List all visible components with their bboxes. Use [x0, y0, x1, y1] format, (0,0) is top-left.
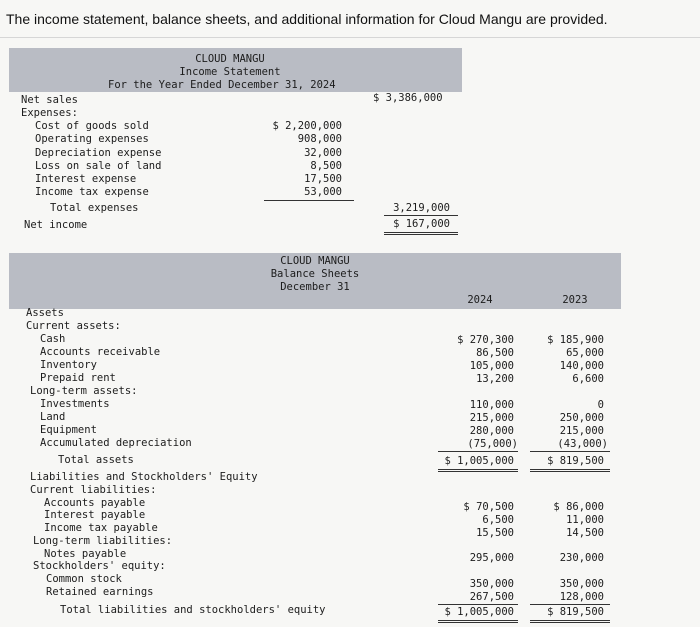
- asset-2024: (75,000): [467, 438, 518, 450]
- equity-2024: 350,000: [469, 578, 514, 590]
- total-assets-double-underline: [438, 469, 518, 470]
- bs-title: Balance Sheets: [270, 268, 360, 280]
- liability-2023: 14,500: [566, 527, 604, 539]
- total-le-double-underline: [530, 622, 610, 623]
- assets-label: Assets: [26, 307, 64, 319]
- total-assets-double-underline: [530, 469, 610, 470]
- net-sales-amount: $ 3,386,000: [373, 92, 443, 104]
- asset-2023: 65,000: [566, 347, 604, 359]
- equity-underline: [438, 604, 518, 605]
- asset-label: Inventory: [40, 359, 97, 371]
- expense-amount: 908,000: [297, 133, 342, 145]
- expense-label: Interest expense: [35, 173, 137, 185]
- is-company: CLOUD MANGU: [195, 53, 265, 65]
- liability-label: Interest payable: [44, 509, 146, 521]
- intro-text: The income statement, balance sheets, and additional information for Cloud Mangu are provided.: [6, 11, 608, 27]
- liability-2023: 230,000: [559, 552, 604, 564]
- liability-2023: $ 86,000: [553, 501, 604, 513]
- asset-label: Equipment: [40, 424, 97, 436]
- equity-2024: 267,500: [469, 591, 514, 603]
- expense-label: Cost of goods sold: [35, 120, 149, 132]
- total-le-double-underline: [438, 620, 518, 621]
- asset-2024: $ 270,300: [457, 334, 514, 346]
- net-income-double-underline: [384, 232, 458, 233]
- asset-2024: 13,200: [476, 373, 514, 385]
- expense-label: Loss on sale of land: [35, 160, 162, 172]
- liability-2024: 15,500: [476, 527, 514, 539]
- total-expenses-underline: [384, 215, 458, 216]
- asset-2024: 105,000: [469, 360, 514, 372]
- expense-amount: 8,500: [310, 160, 342, 172]
- asset-2023: $ 185,900: [547, 334, 604, 346]
- equity-2023: 128,000: [559, 591, 604, 603]
- net-income-amount: $ 167,000: [393, 218, 450, 230]
- asset-2023: 215,000: [559, 425, 604, 437]
- bs-year-2023: 2023: [562, 294, 588, 306]
- asset-2023: 250,000: [559, 412, 604, 424]
- liability-label: Notes payable: [44, 548, 127, 560]
- total-le-double-underline: [530, 620, 610, 621]
- asset-2023: 140,000: [559, 360, 604, 372]
- divider: [0, 37, 700, 38]
- equity-item-label: Common stock: [46, 573, 122, 585]
- assets-underline: [438, 451, 518, 452]
- total-le-2024: $ 1,005,000: [444, 606, 514, 618]
- equity-2023: 350,000: [559, 578, 604, 590]
- is-title: Income Statement: [179, 66, 281, 78]
- asset-2023: 0: [597, 399, 604, 411]
- total-assets-2024: $ 1,005,000: [444, 455, 514, 467]
- assets-underline: [530, 451, 610, 452]
- liability-label: Accounts payable: [44, 497, 146, 509]
- expense-amount: 53,000: [304, 186, 342, 198]
- total-le-double-underline: [438, 622, 518, 623]
- net-sales-label: Net sales: [21, 94, 78, 106]
- liability-2024: 295,000: [469, 552, 514, 564]
- asset-2024: 86,500: [476, 347, 514, 359]
- expense-label: Operating expenses: [35, 133, 149, 145]
- bs-date: December 31: [280, 281, 350, 293]
- is-period: For the Year Ended December 31, 2024: [108, 79, 336, 91]
- liability-2024: $ 70,500: [463, 501, 514, 513]
- total-expenses-amount: 3,219,000: [393, 202, 450, 214]
- asset-label: Prepaid rent: [40, 372, 116, 384]
- bs-year-2024: 2024: [467, 294, 493, 306]
- total-expenses-label: Total expenses: [50, 202, 139, 214]
- bs-company: CLOUD MANGU: [280, 255, 350, 267]
- expenses-label: Expenses:: [21, 107, 78, 119]
- expense-label: Depreciation expense: [35, 147, 162, 159]
- total-assets-double-underline: [530, 471, 610, 472]
- asset-2023: (43,000): [557, 438, 608, 450]
- asset-label: Cash: [40, 333, 66, 345]
- expense-amount: 32,000: [304, 147, 342, 159]
- asset-label: Accumulated depreciation: [40, 437, 192, 449]
- asset-2024: 280,000: [469, 425, 514, 437]
- net-income-double-underline: [384, 234, 458, 235]
- asset-2024: 215,000: [469, 412, 514, 424]
- equity-item-label: Retained earnings: [46, 586, 154, 598]
- total-assets-label: Total assets: [58, 454, 134, 466]
- equity-underline: [530, 604, 610, 605]
- current-assets-label: Current assets:: [26, 320, 121, 332]
- total-assets-2023: $ 819,500: [547, 455, 604, 467]
- expense-underline: [264, 200, 354, 201]
- liab-equity-label: Liabilities and Stockholders' Equity: [30, 471, 258, 483]
- total-le-label: Total liabilities and stockholders' equity: [60, 604, 326, 616]
- asset-2024: 110,000: [469, 399, 514, 411]
- asset-label: Accounts receivable: [40, 346, 161, 358]
- current-liabilities-label: Current liabilities:: [30, 484, 157, 496]
- liability-2023: 11,000: [566, 514, 604, 526]
- net-income-label: Net income: [24, 219, 88, 231]
- equity-label: Stockholders' equity:: [33, 560, 166, 572]
- liability-2024: 6,500: [482, 514, 514, 526]
- long-term-assets-label: Long-term assets:: [30, 385, 138, 397]
- asset-2023: 6,600: [572, 373, 604, 385]
- asset-label: Land: [40, 411, 66, 423]
- expense-amount: $ 2,200,000: [272, 120, 342, 132]
- liability-label: Income tax payable: [44, 522, 158, 534]
- total-assets-double-underline: [438, 471, 518, 472]
- expense-amount: 17,500: [304, 173, 342, 185]
- total-le-2023: $ 819,500: [547, 606, 604, 618]
- asset-label: Investments: [40, 398, 110, 410]
- expense-label: Income tax expense: [35, 186, 149, 198]
- long-term-liabilities-label: Long-term liabilities:: [33, 535, 173, 547]
